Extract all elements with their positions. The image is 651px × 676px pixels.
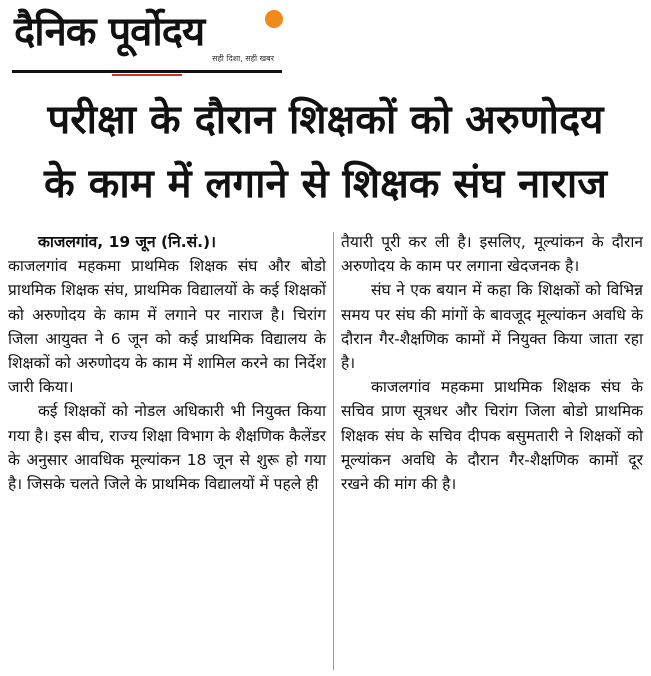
paragraph: काजलगांव महकमा प्राथमिक शिक्षक संघ और बोडो प्राथमिक शिक्षक संघ, प्राथमिक विद्यालयों के कई शिक्षकों को अरुणोदय के काम में लगाने पर नाराज है। चिरांग जिला आयुक्त ने 6 जून को कई प्राथमिक विद्यालय के शिक्षकों को अरुणोदय के काम में शामिल करने का निर्देश जारी किया। <box>8 257 326 397</box>
masthead-title: दैनिक पूर्वोदय <box>14 9 205 55</box>
headline-line-1: परीक्षा के दौरान शिक्षकों को अरुणोदय <box>47 97 604 143</box>
masthead-rule <box>12 70 282 73</box>
paragraph: काजलगांव महकमा प्राथमिक शिक्षक संघ के सचिव प्राण सूत्रधर और चिरांग जिला बोडो प्राथमिक शिक्षक संघ के सचिव दीपक बसुमतारी ने शिक्षकों को मूल्यांकन अवधि के दौरान गैर-शैक्षणिक कामों दूर रखने की मांग की है। <box>341 378 643 494</box>
paragraph: तैयारी पूरी कर ली है। इसलिए, मूल्यांकन के दौरान अरुणोदय के काम पर लगाना खेदजनक है। <box>341 233 643 276</box>
article-column-left <box>8 230 326 496</box>
paragraph: कई शिक्षकों को नोडल अधिकारी भी नियुक्त किया गया है। इस बीच, राज्य शिक्षा विभाग के शैक्षणिक कैलेंडर के अनुसार आवधिक मूल्यांकन 18 जून से शुरू हो गया है। जिसके चलते जिले के प्राथमिक विद्यालयों में पहले ही <box>8 402 326 494</box>
article-column-right <box>341 230 643 496</box>
masthead-subline <box>112 74 182 76</box>
dateline: काजलगांव, 19 जून (नि.सं.)। <box>38 233 216 251</box>
masthead-tagline: सही दिशा, सही खबर <box>212 54 274 63</box>
column-divider <box>333 232 334 670</box>
masthead <box>12 4 282 76</box>
paragraph: संघ ने एक बयान में कहा कि शिक्षकों को विभिन्न समय पर संघ की मांगों के बावजूद मूल्यांकन अवधि के दौरान गैर-शैक्षणिक कामों में नियुक्त किया जाता रहा है। <box>341 281 643 373</box>
sun-icon <box>265 10 283 28</box>
headline <box>0 88 651 216</box>
headline-line-2: के काम में लगाने से शिक्षक संघ नाराज <box>44 161 607 207</box>
